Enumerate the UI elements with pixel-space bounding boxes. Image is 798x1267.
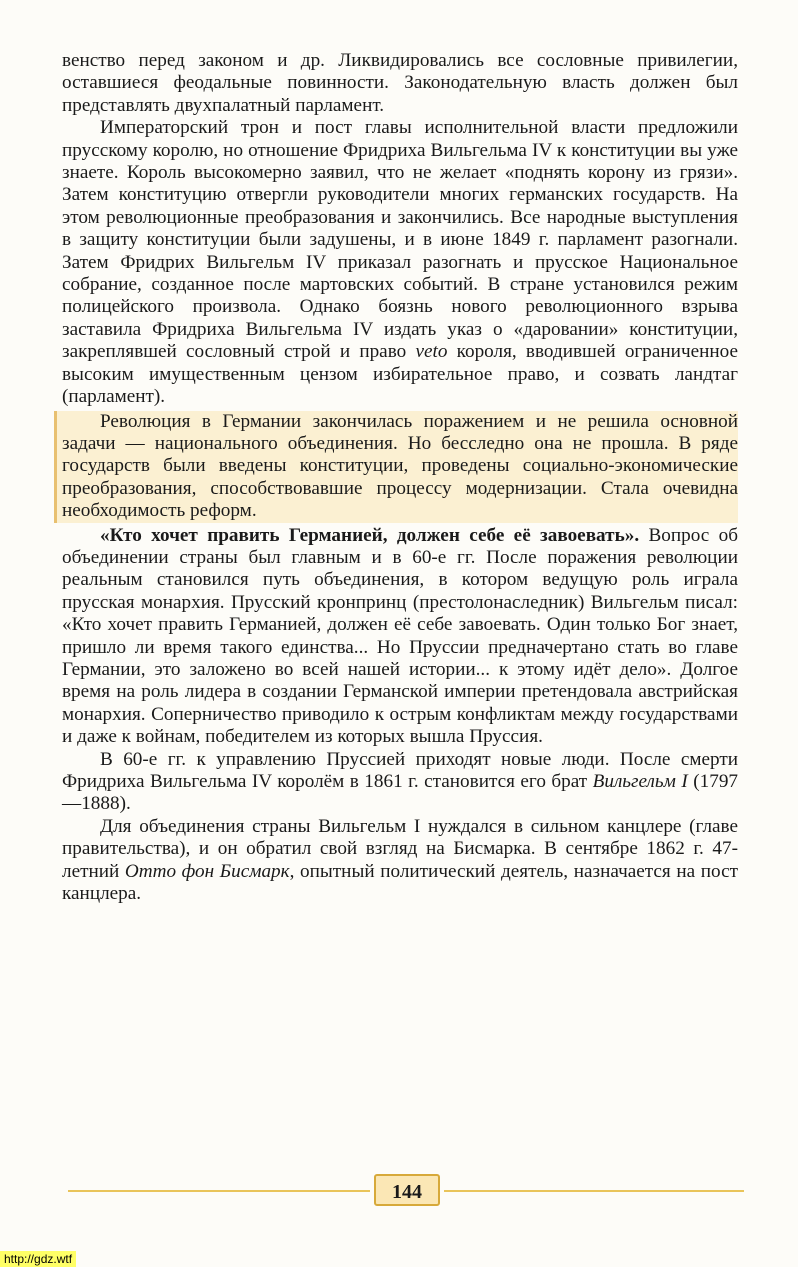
paragraph-2-end: короля, вводившей ограниченное высоким имущественным цензом избирательное право, и созвать ландтаг (парламент). (62, 341, 738, 408)
footer-rule-left (68, 1190, 370, 1192)
paragraph-2-text: Императорский трон и пост главы исполнительной власти предложили прусскому королю, но отношение Фридриха Вильгельма IV к конституции вы уже знаете. Король высокомерно заявил, что не желает «поднять корону из грязи». Затем конституцию отвергли руководители многих германских государств. На этом революционные преобразования и закончились. Все народные выступления в защиту конституции были задушены, и в июне 1849 г. парламент разогнали. Затем Фридрих Вильгельм IV приказал разогнать и прусское Национальное собрание, созданное после мартовских событий. В стране установился режим полицейского произвола. Однако боязнь нового революционного взрыва заставила Фридриха Вильгельма IV издать указ о «даровании» конституции, закреплявшей сословный строй и право (62, 117, 738, 363)
paragraph-2 (62, 117, 738, 408)
paragraph-4-end: (1797—1888). (62, 771, 739, 815)
section-heading: «Кто хочет править Германией, должен себе её завоевать». (100, 524, 640, 546)
page-footer (68, 1174, 744, 1208)
watermark-link[interactable]: http://gdz.wtf (0, 1251, 76, 1267)
paragraph-2-italic: veto (415, 341, 448, 363)
page-number: 144 (374, 1174, 440, 1206)
paragraph-5-text: Для объединения страны Вильгельм I нуждался в сильном канцлере (главе правительства), и он обратил свой взгляд на Бисмарка. В сентябре 1862 г. 47-летний (62, 815, 738, 882)
paragraph-4-text: В 60-е гг. к управлению Пруссией приходят новые люди. После смерти Фридриха Вильгельма IV королём в 1861 г. становится его брат (62, 748, 738, 792)
paragraph-4 (62, 749, 738, 816)
paragraph-3-text: Вопрос об объединении страны был главным и в 60-е гг. После поражения революции реальным становился путь объединения, в котором ведущую роль играла прусская монархия. Прусский кронпринц (престолонаследник) Вильгельм писал: «Кто хочет править Германией, должен её себе завоевать. Один только Бог знает, пришло ли время такого единства... Но Пруссии предначертано стать во главе Германии, это заложено во всей нашей истории... к этому идёт дело». Долгое время на роль лидера в создании Германской империи претендовала австрийская монархия. Соперничество приводило к острым конфликтам между государствами и даже к войнам, победителем из которых вышла Пруссия. (62, 524, 739, 748)
summary-highlight: Революция в Германии закончилась поражением и не решила основной задачи — национального объединения. Но бесследно она не прошла. В ряде государств были введены конституции, проведены социально-экономические преобразования, способствовавшие процессу модернизации. Стала очевидна необходимость реформ. (54, 411, 738, 523)
footer-rule-right (444, 1190, 744, 1192)
paragraph-3 (62, 525, 738, 749)
paragraph-5 (62, 816, 738, 906)
paragraph-5-end: , опытный политический деятель, назначается на пост канцлера. (62, 860, 738, 905)
paragraph-5-italic: Отто фон Бисмарк (124, 860, 290, 882)
paragraph-1: венство перед законом и др. Ликвидировались все сословные привилегии, оставшиеся феодальные повинности. Законодательную власть должен был представлять двухпалатный парламент. (62, 50, 738, 116)
paragraph-4-italic: Вильгельм I (592, 771, 688, 792)
page-body (62, 50, 738, 905)
